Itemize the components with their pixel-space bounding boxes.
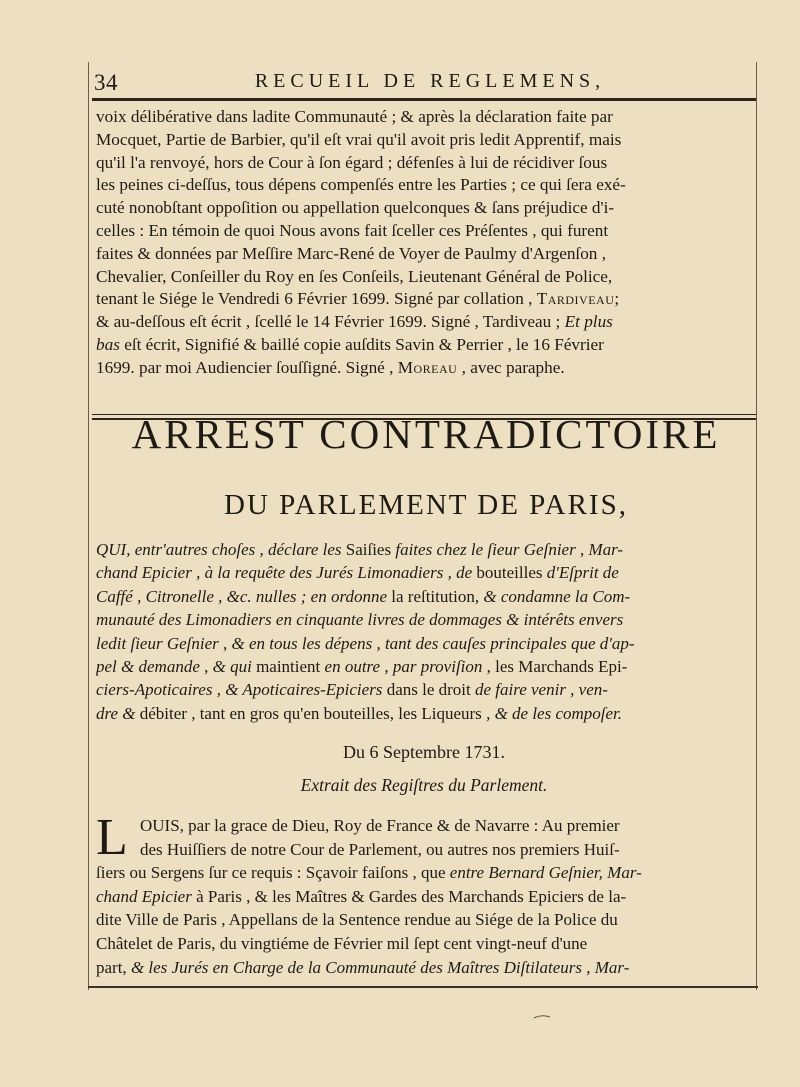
text-segment: QUI, entr'autres choſes , déclare les (96, 540, 346, 559)
text-segment: tenant le Siége le Vendredi 6 Février 1699. Signé par collation , (96, 289, 537, 309)
text-segment: en outre , par proviſion , (320, 657, 496, 677)
text-segment: à Paris , & les Maîtres & Gardes des Marchands Epiciers de la- (191, 886, 627, 906)
top-paragraph (96, 106, 752, 380)
page-frame-right (756, 62, 757, 990)
text-line: ledit ſieur Geſnier , & en tous les dépens , tant des cauſes principales que d'ap- (96, 633, 635, 653)
text-segment: part, (96, 957, 131, 977)
text-segment: ciers-Apoticaires , & Apoticaires-Epiciers (96, 680, 387, 700)
text-segment: , avec paraphe. (457, 357, 565, 377)
text-line: OUIS, par la grace de Dieu, Roy de France & de Navarre : Au premier (140, 816, 620, 835)
arrest-summary (96, 538, 752, 725)
text-segment: de faire venir , ven- (470, 680, 608, 700)
text-segment: Et plus (564, 312, 613, 332)
text-line: voix délibérative dans ladite Communauté ; & après la déclaration faite par (96, 107, 613, 126)
text-line: munauté des Limonadiers en cinquante livres de dommages & intérêts envers (96, 610, 624, 630)
text-segment: & au-deſſous eſt écrit , ſcellé le 14 Février 1699. Signé , Tardiveau ; (96, 312, 565, 332)
text-segment: d'Eſprit de (542, 563, 619, 583)
text-line: tenant le Siége le Vendredi 6 Février 1699. Signé par collation , Tardiveau; (96, 289, 620, 309)
text-segment: chand Epicier , à la requête des Jurés Limonadiers , de (96, 563, 477, 583)
text-segment: faites chez le ſieur Geſnier , Mar- (391, 540, 624, 559)
text-line (96, 655, 752, 678)
drop-cap-letter: L (96, 809, 128, 866)
decree-date: Du 6 Septembre 1731. (343, 742, 505, 762)
text-segment: Caffé , Citronelle , &c. nulles ; en ordonne (96, 586, 392, 606)
text-segment: , & condamne la Com- (474, 586, 631, 606)
text-line (96, 702, 752, 725)
text-line: cuté nonobſtant oppoſition ou appellation quelconques & ſans préjudice d'i- (96, 198, 615, 218)
text-segment: dans le droit (386, 680, 471, 700)
arrest-title: ARREST CONTRADICTOIRE (131, 411, 721, 457)
text-segment: chand Epicier (96, 886, 192, 906)
header-rule (92, 98, 756, 101)
text-line (96, 561, 752, 584)
text-line: Mocquet, Partie de Barbier, qu'il eſt vrai qu'il avoit pris ledit Apprentif, mais (96, 129, 622, 149)
page-frame-left (88, 62, 89, 990)
text-line (96, 357, 752, 380)
text-segment: pel & demande , & qui (96, 657, 257, 677)
signature-tardiveau: Tardiveau (536, 289, 615, 309)
text-segment: entre Bernard Geſnier, Mar- (449, 863, 642, 883)
signature-moreau: Moreau (397, 357, 458, 377)
text-segment: dre & (96, 703, 140, 723)
text-line (96, 585, 752, 608)
text-segment: eſt écrit, Signifié & baillé copie auſdits Savin & Perrier , le 16 Février (119, 334, 604, 354)
text-line: faites & données par Meſſire Marc-René de Voyer de Paulmy d'Argenſon , (96, 243, 606, 263)
text-line: celles : En témoin de quoi Nous avons fait ſceller ces Préſentes , qui furent (96, 220, 609, 240)
louis-paragraph (96, 809, 752, 979)
text-line: les peines ci-deſſus, tous dépens compenſés entre les Parties ; ce qui ſera exé- (96, 175, 626, 195)
page-number: 34 (94, 70, 118, 95)
text-line (96, 956, 752, 980)
register-extract-heading: Extrait des Regiſtres du Parlement. (300, 775, 548, 795)
text-segment: la reſtitution (391, 586, 475, 606)
text-line (96, 311, 752, 334)
arrest-subtitle: DU PARLEMENT DE PARIS, (224, 489, 628, 521)
text-line (96, 861, 752, 885)
text-line (96, 885, 752, 909)
text-line: qu'il l'a renvoyé, hors de Cour à ſon égard ; défenſes à lui de récidiver ſous (96, 152, 608, 172)
text-segment: débiter , tant en gros qu'en bouteilles, les Liqueurs (139, 703, 482, 723)
text-segment: , & de les compoſer. (481, 703, 623, 723)
text-segment: & les Jurés en Charge de la Communauté des Maîtres Diſtilateurs , Mar- (130, 957, 630, 977)
text-segment: bouteilles (476, 563, 543, 583)
page-frame-bottom (88, 986, 758, 988)
text-segment: ſiers ou Sergens ſur ce requis : Sçavoir faiſons , que (96, 863, 450, 883)
text-line: Châtelet de Paris, du vingtiéme de Février mil ſept cent vingt-neuf d'une (96, 933, 588, 953)
text-line: dite Ville de Paris , Appellans de la Sentence rendue au Siége de la Police du (96, 910, 618, 930)
text-line (96, 538, 752, 561)
ink-mark-ornament (533, 1014, 551, 1020)
text-line (96, 334, 752, 357)
text-segment: Saiſies (345, 540, 392, 559)
text-segment: 1699. par moi Audiencier ſouſſigné. Signé , (96, 357, 398, 377)
text-line: Chevalier, Conſeiller du Roy en ſes Conſeils, Lieutenant Général de Police, (96, 266, 613, 286)
running-title: RECUEIL DE REGLEMENS, (254, 70, 606, 92)
text-line (96, 678, 752, 701)
text-segment: maintient (256, 657, 321, 677)
text-segment: les Marchands Epi- (495, 657, 628, 677)
text-line: des Huiſſiers de notre Cour de Parlement, ou autres nos premiers Huiſ- (140, 839, 620, 859)
running-header (94, 68, 754, 98)
text-segment: bas (96, 334, 120, 354)
